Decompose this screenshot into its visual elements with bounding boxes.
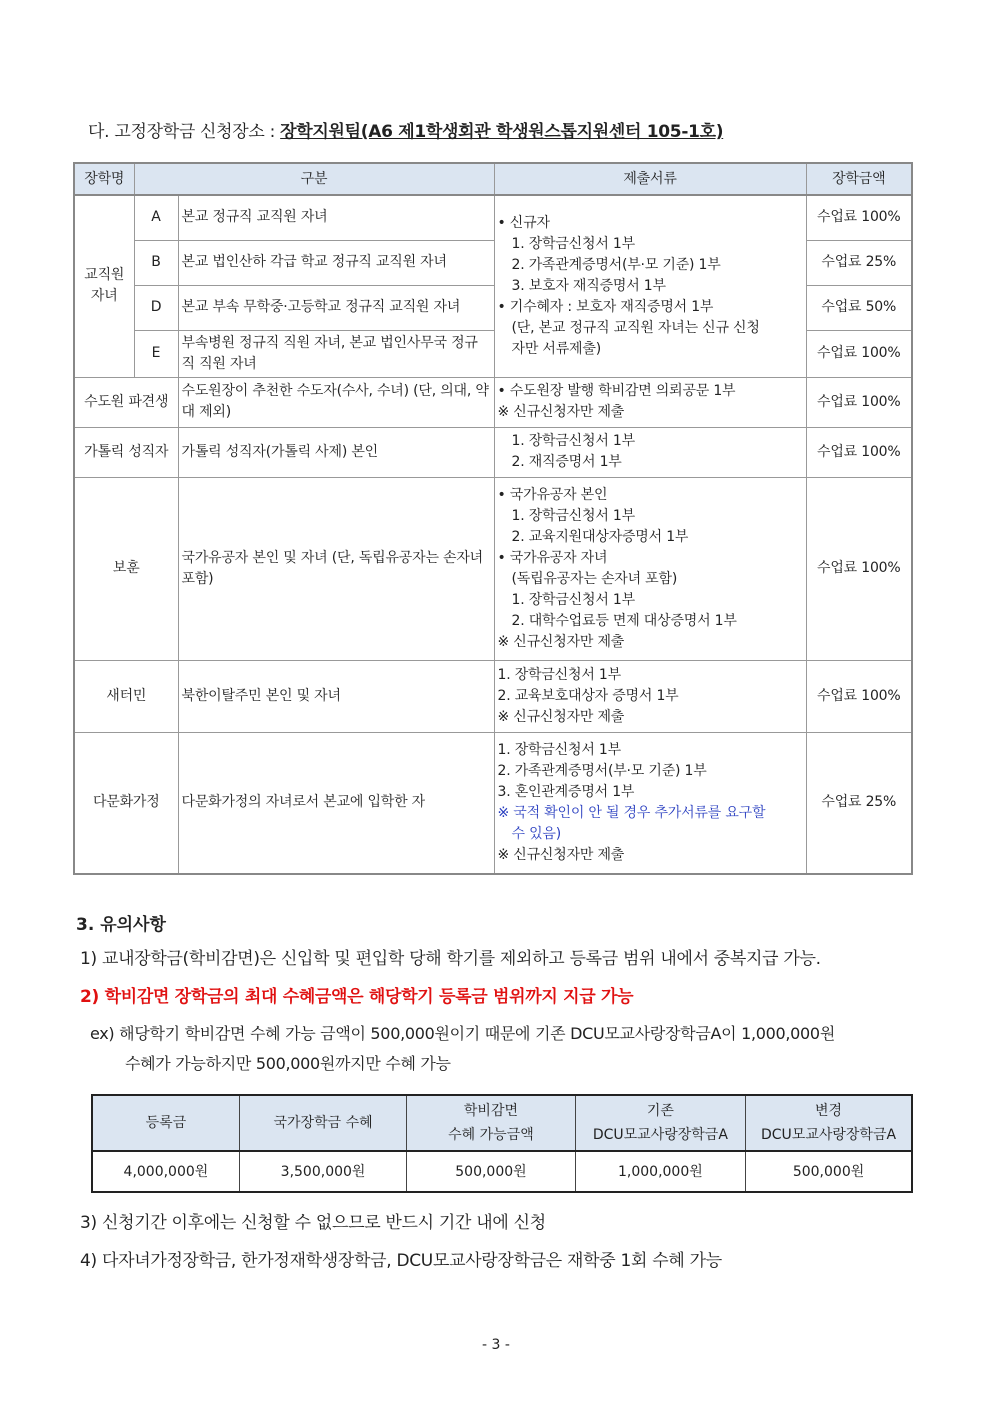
section-heading <box>88 117 723 142</box>
clergy-documents <box>494 427 806 477</box>
heading-prefix: 다. 고정장학금 신청장소 : <box>88 122 281 142</box>
note-1: 1) 교내장학금(학비감면)은 신입학 및 편입학 당해 학기를 제외하고 등록금 범위 내에서 중복지급 가능. <box>80 949 821 969</box>
scholarship-table <box>73 162 913 875</box>
doc-line: ※ 신규신청자만 제출 <box>497 633 625 650</box>
staff-amount-b: 수업료 25% <box>806 240 912 285</box>
staff-documents <box>494 195 806 377</box>
tuition-header-fee <box>92 1095 239 1151</box>
doc-line: 1. 장학금신청서 1부 <box>511 433 635 449</box>
header-category: 구분 <box>134 163 494 195</box>
multicultural-amount: 수업료 25% <box>806 732 912 874</box>
application-location: 장학지원팀(A6 제1학생회관 학생원스톱지원센터 105-1호) <box>280 122 724 142</box>
note-4: 4) 다자녀가정장학금, 한가정재학생장학금, DCU모교사랑장학금은 재학중 1회 수혜 가능 <box>80 1251 722 1271</box>
monastic-desc: 수도원장이 추천한 수도자(수사, 수녀) (단, 의대, 약대 제외) <box>178 377 494 427</box>
staff-amount-e: 수업료 100% <box>806 330 912 377</box>
doc-line: (독립유공자는 손자녀 포함) <box>511 570 678 587</box>
doc-line: • 기수혜자 : 보호자 재직증명서 1부 <box>497 298 714 315</box>
header-line: DCU모교사랑장학금A <box>761 1127 897 1143</box>
staff-desc-e: 부속병원 정규직 직원 자녀, 본교 법인사무국 정규직 직원 자녀 <box>178 330 494 377</box>
staff-desc-a: 본교 정규직 교직원 자녀 <box>178 195 494 240</box>
staff-code-a: A <box>134 195 178 240</box>
clergy-amount: 수업료 100% <box>806 427 912 477</box>
staff-code-b: B <box>134 240 178 285</box>
doc-line: 2. 가족관계증명서(부·모 기준) 1부 <box>497 762 707 779</box>
header-amount: 장학금액 <box>806 163 912 195</box>
doc-line: 2. 교육보호대상자 증명서 1부 <box>497 687 679 704</box>
tuition-value: 4,000,000원 <box>92 1151 239 1192</box>
note-example-line-2: 수혜가 가능하지만 500,000원까지만 수혜 가능 <box>125 1054 451 1073</box>
clergy-scholarship-name: 가톨릭 성직자 <box>74 427 178 477</box>
tuition-value: 500,000원 <box>407 1151 575 1192</box>
doc-line: 1. 장학금신청서 1부 <box>497 666 621 683</box>
doc-line: • 수도원장 발행 학비감면 의뢰공문 1부 <box>497 383 736 399</box>
veteran-documents <box>494 477 806 660</box>
note-2: 2) 학비감면 장학금의 최대 수혜금액은 해당학기 등록금 범위까지 지급 가능 <box>80 987 634 1007</box>
doc-line: 자만 서류제출) <box>511 340 601 357</box>
header-line: 등록금 <box>145 1115 187 1131</box>
note-example-line-1: ex) 해당학기 학비감면 수혜 가능 금액이 500,000원이기 때문에 기존 DCU모교사랑장학금A이 1,000,000원 <box>90 1024 835 1043</box>
tuition-header-national <box>239 1095 406 1151</box>
doc-line: 수 있음) <box>511 825 561 842</box>
tuition-header-reduction <box>407 1095 575 1151</box>
page-number: - 3 - <box>482 1337 510 1353</box>
doc-line: 2. 가족관계증명서(부·모 기준) 1부 <box>511 256 721 273</box>
header-line: 국가장학금 수혜 <box>273 1115 373 1131</box>
doc-line: • 국가유공자 자녀 <box>497 549 608 566</box>
staff-code-d: D <box>134 285 178 330</box>
notes-title: 3. 유의사항 <box>76 915 166 935</box>
doc-line: ※ 신규신청자만 제출 <box>497 708 625 725</box>
header-line: 학비감면 <box>463 1103 519 1119</box>
doc-line: 2. 대학수업료등 면제 대상증명서 1부 <box>511 612 737 629</box>
monastic-scholarship-name: 수도원 파견생 <box>74 377 178 427</box>
doc-line: (단, 본교 정규직 교직원 자녀는 신규 신청 <box>511 319 760 336</box>
doc-line: 3. 혼인관계증명서 1부 <box>497 783 635 800</box>
doc-line: 2. 교육지원대상자증명서 1부 <box>511 528 689 545</box>
doc-line: 1. 장학금신청서 1부 <box>511 591 635 608</box>
defector-desc: 북한이탈주민 본인 및 자녀 <box>178 660 494 732</box>
doc-line: 2. 재직증명서 1부 <box>511 454 622 470</box>
multicultural-desc: 다문화가정의 자녀로서 본교에 입학한 자 <box>178 732 494 874</box>
header-documents: 제출서류 <box>494 163 806 195</box>
header-line: DCU모교사랑장학금A <box>592 1127 728 1143</box>
tuition-example-table <box>91 1094 913 1193</box>
defector-documents <box>494 660 806 732</box>
tuition-value: 3,500,000원 <box>239 1151 406 1192</box>
defector-scholarship-name: 새터민 <box>74 660 178 732</box>
doc-line: 1. 장학금신청서 1부 <box>511 507 635 524</box>
monastic-documents <box>494 377 806 427</box>
staff-scholarship-name: 교직원 자녀 <box>74 195 134 377</box>
veteran-desc: 국가유공자 본인 및 자녀 (단, 독립유공자는 손자녀 포함) <box>178 477 494 660</box>
header-scholarship-name: 장학명 <box>74 163 134 195</box>
tuition-value: 1,000,000원 <box>575 1151 745 1192</box>
staff-amount-a: 수업료 100% <box>806 195 912 240</box>
header-line: 기존 <box>646 1103 674 1119</box>
doc-line: ※ 신규신청자만 제출 <box>497 846 625 863</box>
note-3: 3) 신청기간 이후에는 신청할 수 없으므로 반드시 기간 내에 신청 <box>80 1213 546 1233</box>
doc-line: ※ 신규신청자만 제출 <box>497 404 625 420</box>
staff-code-e: E <box>134 330 178 377</box>
tuition-header-changed <box>746 1095 912 1151</box>
header-line: 변경 <box>815 1103 843 1119</box>
staff-desc-b: 본교 법인산하 각급 학교 정규직 교직원 자녀 <box>178 240 494 285</box>
tuition-value: 500,000원 <box>746 1151 912 1192</box>
doc-line: • 국가유공자 본인 <box>497 486 608 503</box>
multicultural-documents <box>494 732 806 874</box>
multicultural-scholarship-name: 다문화가정 <box>74 732 178 874</box>
doc-line: • 신규자 <box>497 214 550 231</box>
doc-line: 1. 장학금신청서 1부 <box>497 741 621 758</box>
doc-line: 3. 보호자 재직증명서 1부 <box>511 277 666 294</box>
veteran-amount: 수업료 100% <box>806 477 912 660</box>
veteran-scholarship-name: 보훈 <box>74 477 178 660</box>
tuition-header-previous <box>575 1095 745 1151</box>
header-line: 수혜 가능금액 <box>448 1127 534 1143</box>
defector-amount: 수업료 100% <box>806 660 912 732</box>
monastic-amount: 수업료 100% <box>806 377 912 427</box>
staff-amount-d: 수업료 50% <box>806 285 912 330</box>
doc-line: ※ 국적 확인이 안 될 경우 추가서류를 요구할 <box>497 804 766 821</box>
staff-desc-d: 본교 부속 무학중·고등학교 정규직 교직원 자녀 <box>178 285 494 330</box>
doc-line: 1. 장학금신청서 1부 <box>511 235 635 252</box>
table-row <box>92 1151 912 1192</box>
clergy-desc: 가톨릭 성직자(가톨릭 사제) 본인 <box>178 427 494 477</box>
